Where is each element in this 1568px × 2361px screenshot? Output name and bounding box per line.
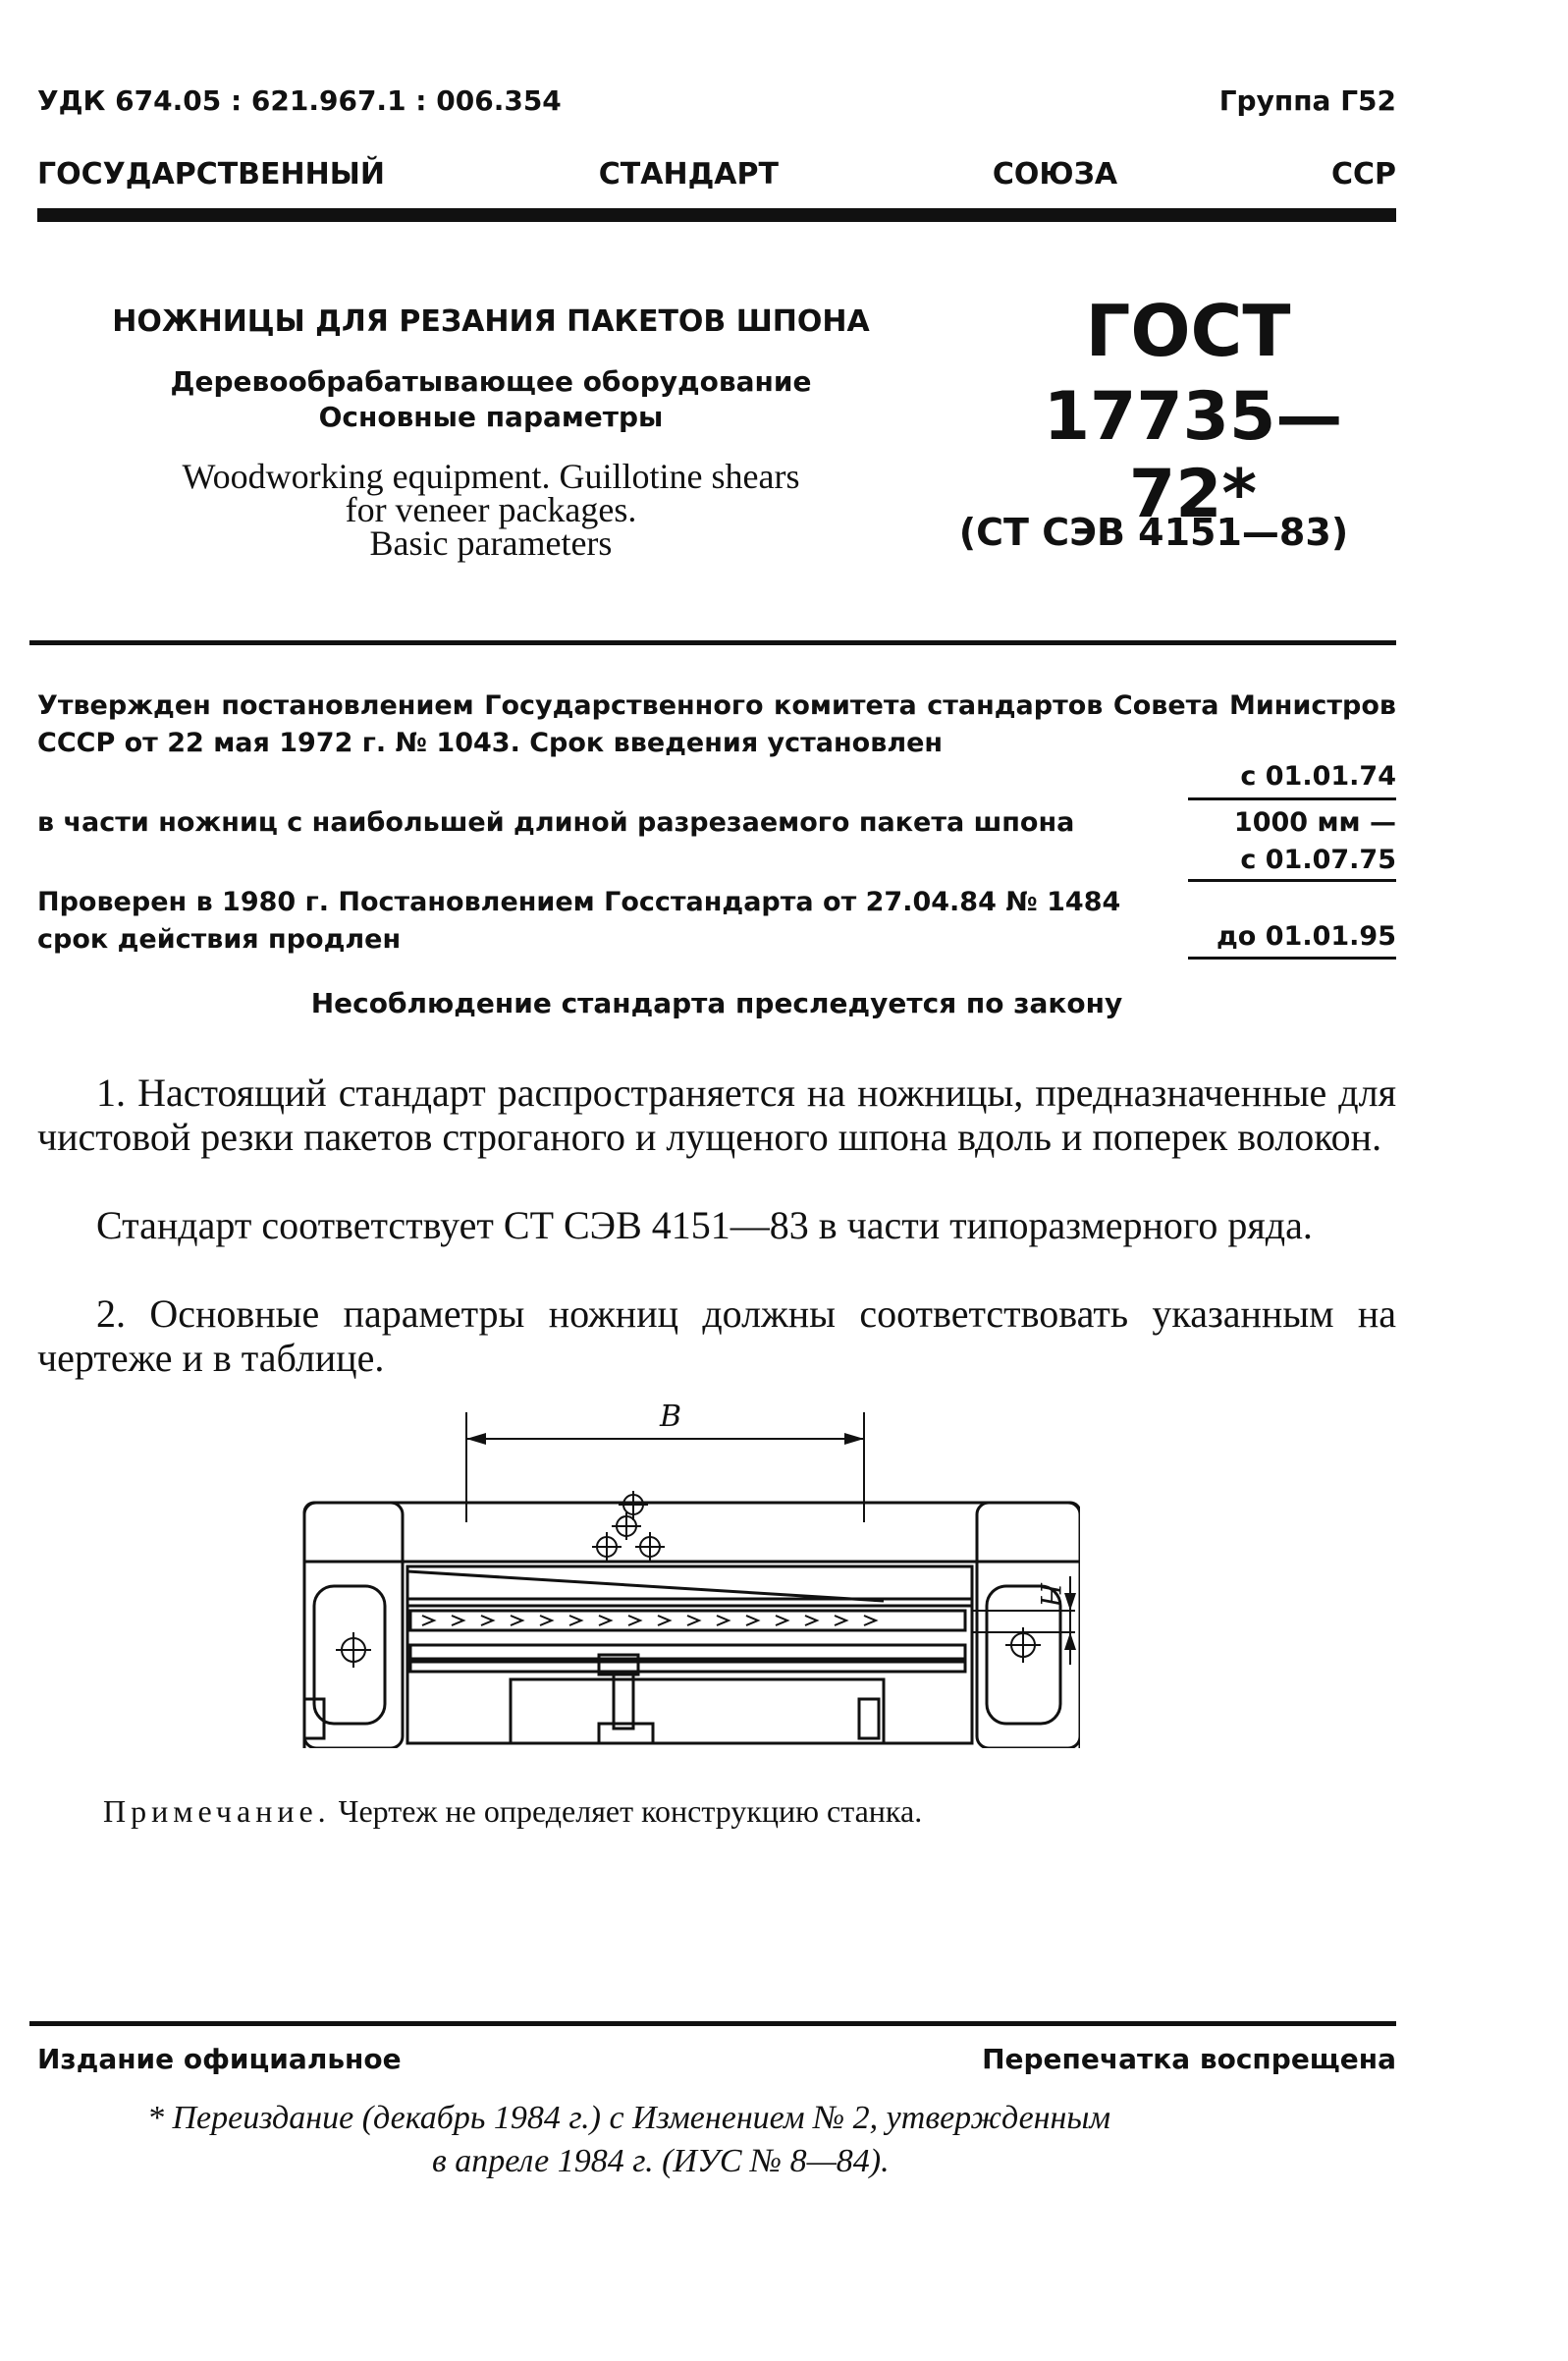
note-text: Чертеж не определяет конструкцию станка. <box>330 1793 923 1829</box>
udk-code: УДК 674.05 : 621.967.1 : 006.354 <box>37 84 562 117</box>
english-title <box>98 457 884 563</box>
state-standard-banner <box>37 157 1396 192</box>
revision-line: Проверен в 1980 г. Постановлением Госстандарта от 27.04.84 № 1484 <box>37 887 1121 917</box>
banner-word: СТАНДАРТ <box>598 157 779 192</box>
shears-drawing <box>295 1404 1080 1748</box>
paragraph-1: 1. Настоящий стандарт распространяется на ножницы, предназначенные для чистовой резки пакетов строганого и лущеного шпона вдоль и поперек волокон. <box>37 1071 1396 1159</box>
document-title: НОЖНИЦЫ ДЛЯ РЕЗАНИЯ ПАКЕТОВ ШПОНА <box>112 304 870 339</box>
gost-number: 17735—72* <box>1043 378 1343 533</box>
date-underline <box>1188 957 1396 960</box>
intro-date-2: с 01.07.75 <box>1240 845 1396 875</box>
validity-date: до 01.01.95 <box>1217 921 1396 952</box>
st-sev-reference: (СТ СЭВ 4151—83) <box>958 511 1349 554</box>
english-title-line: for veneer packages. <box>345 490 637 529</box>
banner-word: ССР <box>1330 157 1396 192</box>
date-underline <box>1188 879 1396 882</box>
group-code: Группа Г52 <box>1218 84 1396 117</box>
footer-rule <box>29 2021 1396 2026</box>
paragraph-2: 2. Основные параметры ножниц должны соответствовать указанным на чертеже и в таблице. <box>37 1291 1396 1380</box>
revision-line: срок действия продлен <box>37 924 402 955</box>
document-subtitle-1: Деревообрабатывающее оборудование <box>170 365 812 398</box>
date-underline <box>1188 797 1396 800</box>
dimension-h-label: H <box>1034 1583 1066 1608</box>
english-title-line: Basic parameters <box>369 523 613 563</box>
banner-thick-rule <box>37 208 1396 222</box>
partial-scope-size: 1000 мм — <box>1233 807 1396 838</box>
english-title-line: Woodworking equipment. Guillotine shears <box>182 457 800 496</box>
partial-scope-text: в части ножниц с наибольшей длиной разрезаемого пакета шпона <box>37 807 1075 838</box>
reprint-prohibited: Перепечатка воспрещена <box>982 2043 1396 2075</box>
footnote-line: в апреле 1984 г. (ИУС № 8—84). <box>432 2143 890 2179</box>
title-divider-rule <box>29 640 1396 645</box>
gost-label: ГОСТ <box>1085 290 1291 372</box>
law-notice: Несоблюдение стандарта преследуется по закону <box>310 987 1123 1019</box>
paragraph-1-compliance: Стандарт соответствует СТ СЭВ 4151—83 в части типоразмерного ряда. <box>96 1203 1313 1247</box>
reissue-footnote <box>147 2097 1276 2183</box>
footnote-line: * Переиздание (декабрь 1984 г.) с Изменением № 2, утвержденным <box>147 2100 1111 2136</box>
official-edition: Издание официальное <box>37 2043 402 2075</box>
drawing-note <box>103 1793 922 1830</box>
dimension-b-label: B <box>660 1404 682 1434</box>
banner-word: ГОСУДАРСТВЕННЫЙ <box>37 157 385 192</box>
document-subtitle-2: Основные параметры <box>318 401 664 433</box>
banner-word: СОЮЗА <box>992 157 1118 192</box>
revision-text <box>37 884 1120 959</box>
note-label: Примечание. <box>103 1793 331 1829</box>
approval-text: Утвержден постановлением Государственного комитета стандартов Совета Министров СССР от 22 мая 1972 г. № 1043. Срок введения установлен <box>37 690 1396 758</box>
intro-date-1: с 01.01.74 <box>1240 761 1396 792</box>
